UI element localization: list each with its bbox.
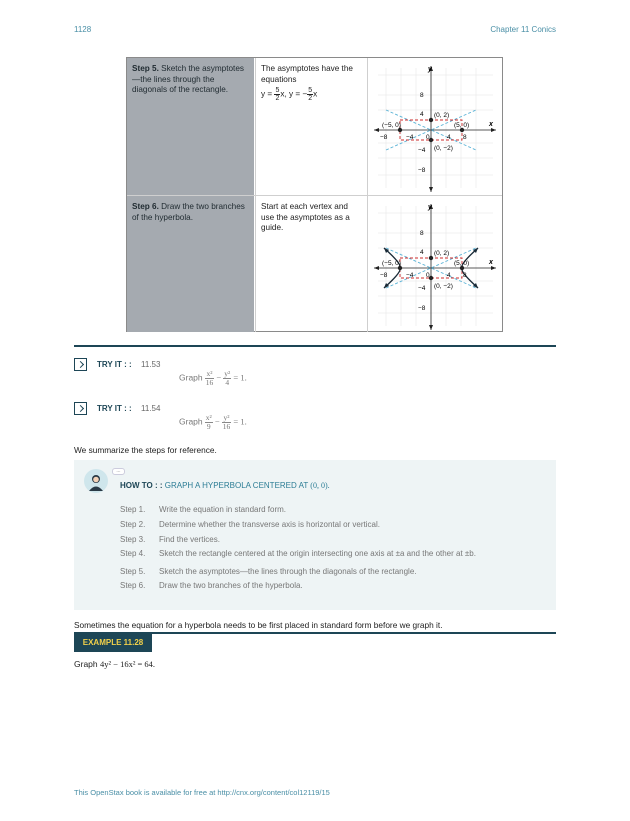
denominator: 9 <box>206 422 211 431</box>
step-number: Step 5. <box>120 567 146 576</box>
try-it-number: 11.54 <box>141 404 161 413</box>
description-cell <box>255 196 366 332</box>
how-to-step <box>120 505 286 514</box>
how-to-title <box>120 481 330 490</box>
eq2-var: x <box>313 89 318 99</box>
point-label: (0, −2) <box>434 145 453 152</box>
step-cell <box>127 196 254 332</box>
table-row <box>127 196 502 332</box>
try-it-label: TRY IT : : <box>97 404 132 413</box>
branch-desc: Start at each vertex and use the asymptotes as a guide. <box>261 202 350 232</box>
eq2-numerator: 5 <box>308 87 313 94</box>
try-it-number: 11.53 <box>141 360 161 369</box>
step-label: Step 5. <box>132 64 159 73</box>
step-text: Draw the two branches of the hyperbola. <box>132 202 245 222</box>
summary-text: We summarize the steps for reference. <box>74 445 217 455</box>
tick-label: 4 <box>447 272 451 279</box>
how-to-heading: GRAPH A HYPERBOLA CENTERED AT <box>164 481 309 490</box>
section-divider <box>74 345 556 347</box>
step-label: Step 6. <box>132 202 159 211</box>
minus-sign: − <box>214 416 220 427</box>
how-to-step <box>120 581 303 590</box>
equation-rhs: = 1. <box>233 372 247 383</box>
numerator: y² <box>224 369 231 378</box>
step-text: Determine whether the transverse axis is horizontal or vertical. <box>159 520 380 529</box>
try-it-equation <box>179 370 247 387</box>
y-axis-label: y <box>428 204 432 211</box>
graph-cell <box>367 58 503 195</box>
tick-label: 4 <box>420 249 424 256</box>
example-problem <box>74 659 155 669</box>
eq1-lhs: y = <box>261 89 273 99</box>
how-to-heading-math: (0, 0). <box>310 481 330 490</box>
expand-chevron-icon[interactable] <box>74 358 87 371</box>
tick-label: 8 <box>420 92 424 99</box>
how-to-box <box>74 460 556 610</box>
tick-label: −4 <box>406 272 414 279</box>
step-text: Sketch the asymptotes—the lines through the diagonals of the rectangle. <box>132 64 244 94</box>
hyperbola-graph <box>368 196 503 332</box>
numerator: x² <box>206 369 213 378</box>
transition-text: Sometimes the equation for a hyperbola needs to be first placed in standard form before we graph it. <box>74 620 443 630</box>
numerator: y² <box>223 413 230 422</box>
how-to-step <box>120 520 380 529</box>
how-to-label: HOW TO : : <box>120 481 163 490</box>
equation-rhs: = 1. <box>233 416 247 427</box>
example-equation: 4y² − 16x² = 64. <box>100 659 156 669</box>
tick-label: −8 <box>380 272 388 279</box>
table-row <box>127 58 502 196</box>
step-text: Sketch the rectangle centered at the origin intersecting one axis at ±a and the other at ±b. <box>159 549 476 558</box>
try-it-label: TRY IT : : <box>97 360 132 369</box>
asymptote-desc: The asymptotes have the equations <box>261 64 353 84</box>
graph-word: Graph <box>179 372 203 383</box>
y-axis-label: y <box>428 66 432 73</box>
footer-text: This OpenStax book is available for free at http://cnx.org/content/col12119/15 <box>74 788 330 797</box>
speech-bubble-icon: ... <box>112 468 125 475</box>
example-label: EXAMPLE 11.28 <box>74 634 152 652</box>
point-label: (0, 2) <box>434 112 450 119</box>
tick-label: −8 <box>418 305 426 312</box>
origin-label: 0 <box>426 134 430 141</box>
step-text: Sketch the asymptotes—the lines through the diagonals of the rectangle. <box>159 567 417 576</box>
try-it-equation <box>179 414 247 431</box>
tick-label: 4 <box>420 111 424 118</box>
tick-label: 8 <box>463 272 467 279</box>
x-axis-label: x <box>489 259 493 266</box>
expand-chevron-icon[interactable] <box>74 402 87 415</box>
step-number: Step 2. <box>120 520 146 529</box>
point-label: (−5, 0) <box>382 122 401 129</box>
how-to-step <box>120 535 220 544</box>
tick-label: 4 <box>447 134 451 141</box>
point-label: (0, −2) <box>434 283 453 290</box>
tick-label: −4 <box>418 285 426 292</box>
graph-word: Graph <box>74 659 98 669</box>
point-label: (5, 0) <box>454 260 470 267</box>
tick-label: −4 <box>418 147 426 154</box>
how-to-step <box>120 567 417 576</box>
step-number: Step 1. <box>120 505 146 514</box>
graph-cell <box>367 196 503 332</box>
tick-label: −4 <box>406 134 414 141</box>
point-label: (−5, 0) <box>382 260 401 267</box>
eq1-var: x, <box>280 89 287 99</box>
person-avatar-icon <box>84 469 108 493</box>
minus-sign: − <box>216 372 222 383</box>
steps-table <box>126 57 503 332</box>
step-number: Step 4. <box>120 549 146 558</box>
denominator: 16 <box>222 422 231 431</box>
try-it-11-54 <box>74 402 374 432</box>
graph-word: Graph <box>179 416 203 427</box>
chapter-title: Chapter 11 Conics <box>490 25 556 34</box>
page-number: 1128 <box>74 25 92 34</box>
asymptote-equations <box>261 87 362 102</box>
eq2-denominator: 2 <box>308 95 313 102</box>
tick-label: −8 <box>418 167 426 174</box>
eq1-denominator: 2 <box>275 95 280 102</box>
tick-label: 8 <box>420 230 424 237</box>
step-number: Step 6. <box>120 581 146 590</box>
eq2-lhs: y = − <box>289 89 308 99</box>
asymptotes-graph <box>368 58 503 195</box>
point-label: (0, 2) <box>434 250 450 257</box>
try-it-11-53 <box>74 358 374 388</box>
step-text: Draw the two branches of the hyperbola. <box>159 581 303 590</box>
point-label: (5, 0) <box>454 122 470 129</box>
tick-label: −8 <box>380 134 388 141</box>
how-to-step <box>120 549 476 558</box>
step-number: Step 3. <box>120 535 146 544</box>
denominator: 16 <box>205 378 214 387</box>
tick-label: 8 <box>463 134 467 141</box>
eq1-numerator: 5 <box>275 87 280 94</box>
step-text: Write the equation in standard form. <box>159 505 287 514</box>
denominator: 4 <box>225 378 230 387</box>
step-text: Find the vertices. <box>159 535 220 544</box>
description-cell <box>255 58 366 195</box>
numerator: x² <box>205 413 212 422</box>
x-axis-label: x <box>489 121 493 128</box>
origin-label: 0 <box>426 272 430 279</box>
step-cell <box>127 58 254 195</box>
